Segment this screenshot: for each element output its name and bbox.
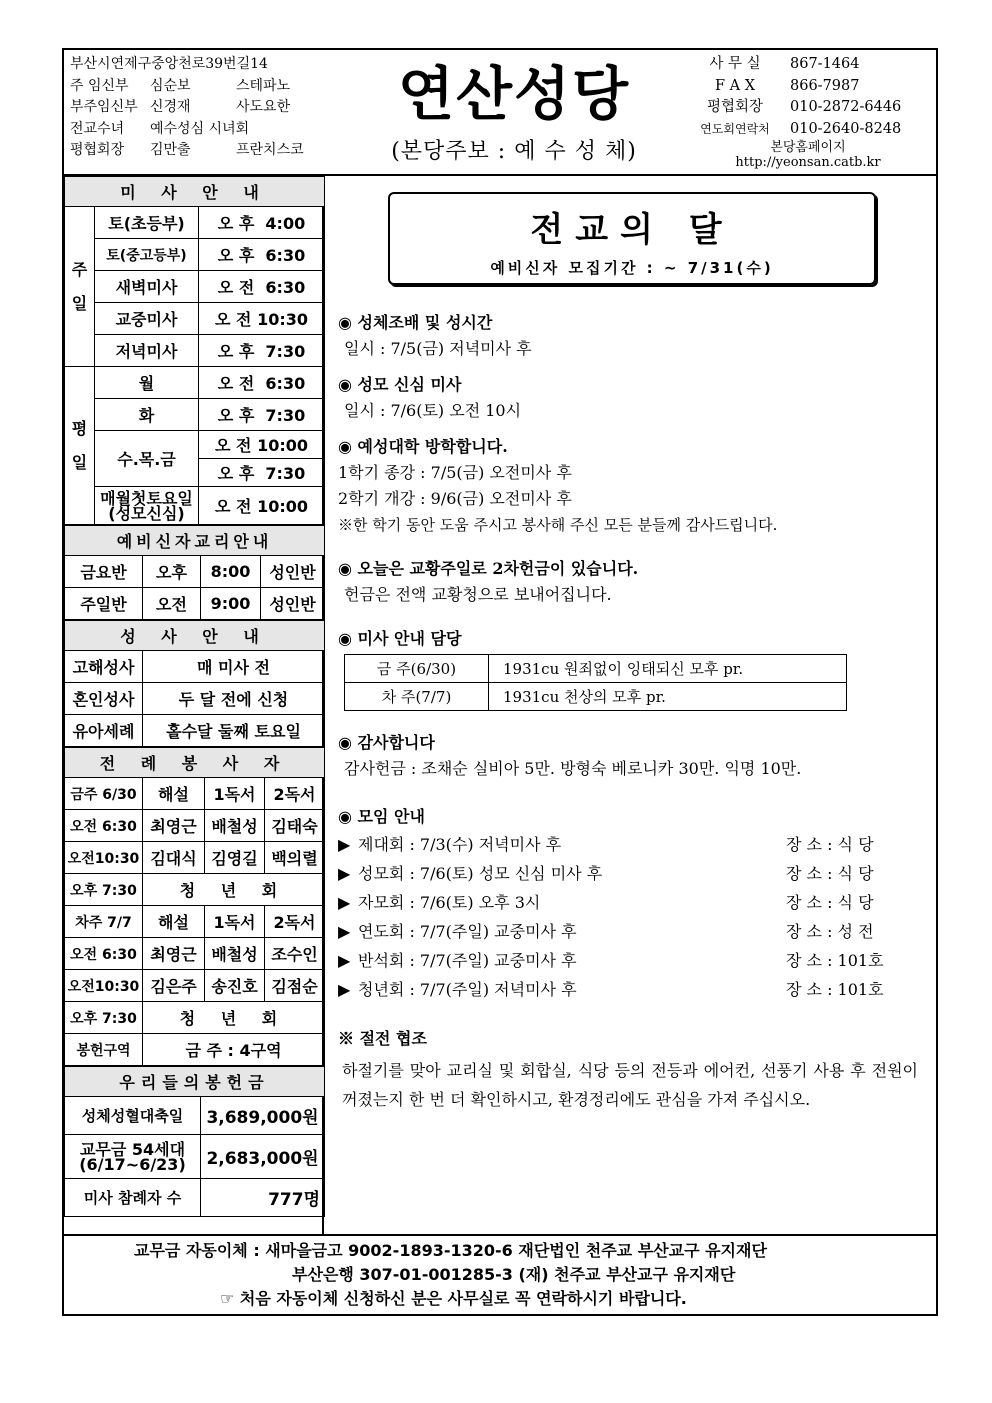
meeting-place: 장 소 : 식 당 — [786, 893, 874, 912]
server-cell: 1독서 — [205, 906, 265, 938]
contact-value: 010-2872-6446 — [790, 99, 902, 115]
sunday-label: 주일 — [65, 207, 95, 367]
staff-row — [70, 140, 326, 162]
sacrament-info: 두 달 전에 신청 — [143, 683, 325, 715]
servers-table — [64, 747, 325, 1066]
bulletin-page — [62, 48, 938, 1316]
mass-name: 저녁미사 — [95, 335, 199, 367]
sacrament-info: 매 미사 전 — [143, 651, 325, 683]
mass-name: 새벽미사 — [95, 271, 199, 303]
staff-title: 사도요한 — [236, 99, 291, 115]
staff-role: 전교수녀 — [70, 120, 125, 137]
homepage-link[interactable]: http://yeonsan.catb.kr — [735, 155, 881, 170]
mass-time: 오 전 10:30 — [199, 303, 325, 335]
notice-title: ◉ 성체조배 및 성시간 — [338, 313, 493, 332]
bullet-arrow-icon: ▶ — [338, 980, 351, 999]
contact-label: 사 무 실 — [709, 56, 761, 72]
staff-title: 스테파노 — [236, 77, 291, 94]
offering-area-label: 봉헌구역 — [65, 1034, 143, 1066]
server-cell: 송진호 — [205, 970, 265, 1002]
mass-time: 오 전 10:00 — [199, 431, 325, 459]
contact-label: 평협회장 — [706, 99, 764, 115]
duty-group: 1931cu 원죄없이 잉태되신 모후 pr. — [489, 655, 847, 683]
server-cell: 오후 7:30 — [65, 874, 143, 906]
duty-week: 금 주(6/30) — [345, 655, 489, 683]
server-cell: 해설 — [143, 778, 205, 810]
right-column — [326, 176, 936, 1234]
masthead — [344, 50, 684, 165]
meeting-item — [338, 888, 928, 917]
banner-title: 전교의 달 — [530, 210, 734, 250]
staff-name: 예수성심 시녀회 — [150, 120, 250, 137]
notice-energy — [338, 1026, 928, 1114]
servers-title: 전 례 봉 사 자 — [65, 748, 325, 778]
server-cell: 오전10:30 — [65, 842, 143, 874]
header — [64, 50, 936, 176]
offering-name: 교무금 54세대 (6/17~6/23) — [65, 1135, 201, 1179]
notice-line: 헌금은 전액 교황청으로 보내어집니다. — [344, 585, 612, 604]
class-cell: 주일반 — [65, 588, 143, 620]
notice-title: ※ 절전 협조 — [338, 1029, 427, 1048]
meeting-text: 청년회 : 7/7(주일) 저녁미사 후 — [358, 980, 577, 999]
bullet-arrow-icon: ▶ — [338, 893, 351, 912]
mass-name: 매월첫토요일 (성모신심) — [95, 487, 199, 525]
footer-line: ☞ 처음 자동이체 신청하신 분은 사무실로 꼭 연락하시기 바랍니다. — [220, 1289, 687, 1308]
mass-time: 오 후 7:30 — [199, 399, 325, 431]
offering-name: 미사 참례자 수 — [65, 1179, 201, 1217]
notice-adoration — [338, 310, 928, 362]
server-cell: 차주 7/7 — [65, 906, 143, 938]
contact-row — [680, 54, 936, 76]
mass-duty-table — [344, 654, 847, 711]
meeting-text: 연도회 : 7/7(주일) 교중미사 후 — [358, 922, 577, 941]
duty-group: 1931cu 천상의 모후 pr. — [489, 683, 847, 711]
notice-thanks — [338, 730, 928, 782]
parish-title: 연산성당 — [397, 60, 631, 128]
mass-time: 오 후 4:00 — [199, 207, 325, 239]
offerings-title: 우리들의봉헌금 — [65, 1067, 325, 1097]
sacraments-table — [64, 620, 325, 747]
notice-line: ※한 학기 동안 도움 주시고 봉사해 주신 모든 분들께 감사드립니다. — [338, 516, 778, 534]
offering-area: 금 주 : 4구역 — [143, 1034, 325, 1066]
offerings-table — [64, 1066, 325, 1217]
server-cell: 금주 6/30 — [65, 778, 143, 810]
meeting-item — [338, 830, 928, 859]
meeting-item — [338, 946, 928, 975]
server-cell: 김은주 — [143, 970, 205, 1002]
meeting-place: 장 소 : 성 전 — [786, 922, 874, 941]
server-cell: 오후 7:30 — [65, 1002, 143, 1034]
notice-collection — [338, 556, 928, 608]
left-column — [64, 176, 324, 1234]
server-cell: 최영근 — [143, 810, 205, 842]
notice-title: ◉ 예성대학 방학합니다. — [338, 437, 508, 456]
notice-line: 2학기 개강 : 9/6(금) 오전미사 후 — [338, 489, 572, 508]
server-cell: 오전10:30 — [65, 970, 143, 1002]
server-cell: 청 년 회 — [143, 1002, 325, 1034]
server-cell: 배철성 — [205, 938, 265, 970]
bulletin-subtitle: (본당주보 : 예 수 성 체) — [391, 139, 637, 164]
offering-name: 성체성혈대축일 — [65, 1097, 201, 1135]
notice-paragraph: 하절기를 맞아 교리실 및 회합실, 식당 등의 전등과 에어컨, 선풍기 사용 후 전원이 꺼졌는지 한 번 더 확인하시고, 환경정리에도 관심을 가져 주십시오. — [342, 1061, 918, 1109]
staff-role: 평협회장 — [70, 142, 125, 158]
meeting-text: 자모회 : 7/6(토) 오후 3시 — [358, 893, 541, 912]
staff-name: 심순보 — [150, 77, 191, 94]
footer-line: 부산은행 307-01-001285-3 (재) 천주교 부산교구 유지재단 — [292, 1265, 736, 1284]
notice-title: ◉ 감사합니다 — [338, 733, 435, 752]
notice-line: 일시 : 7/6(토) 오전 10시 — [344, 401, 522, 420]
bullet-arrow-icon: ▶ — [338, 864, 351, 883]
meeting-place: 장 소 : 101호 — [786, 951, 884, 970]
mass-name: 화 — [95, 399, 199, 431]
contact-row — [680, 76, 936, 98]
server-cell: 오전 6:30 — [65, 810, 143, 842]
notice-college — [338, 434, 928, 538]
notice-marian — [338, 372, 928, 424]
class-cell: 금요반 — [65, 556, 143, 588]
server-cell: 최영근 — [143, 938, 205, 970]
mass-time: 오 전 6:30 — [199, 367, 325, 399]
mass-name: 토(초등부) — [95, 207, 199, 239]
staff-name: 신경재 — [150, 99, 191, 115]
mass-name: 월 — [95, 367, 199, 399]
staff-row — [70, 76, 326, 98]
sacrament-name: 유아세례 — [65, 715, 143, 747]
contact-label: F A X — [714, 77, 756, 94]
server-cell: 배철성 — [205, 810, 265, 842]
notice-line: 1학기 종강 : 7/5(금) 오전미사 후 — [338, 463, 572, 482]
class-cell: 성인반 — [261, 588, 325, 620]
address: 부산시연제구중앙천로39번길14 — [70, 56, 268, 72]
offering-amount: 777명 — [201, 1179, 325, 1217]
meeting-text: 반석회 : 7/7(주일) 교중미사 후 — [358, 951, 577, 970]
staff-role: 부주임신부 — [70, 99, 138, 115]
server-cell: 1독서 — [205, 778, 265, 810]
homepage-label: 본당홈페이지 — [770, 140, 846, 155]
contact-row — [680, 119, 936, 141]
mass-time: 오 전 10:00 — [199, 487, 325, 525]
meeting-item — [338, 917, 928, 946]
mass-name: 토(중고등부) — [95, 239, 199, 271]
server-cell: 2독서 — [265, 778, 325, 810]
notice-line: 감사헌금 : 조채순 실비아 5만. 방형숙 베로니카 30만. 익명 10만. — [344, 759, 802, 778]
notice-title: ◉ 모임 안내 — [338, 807, 425, 826]
mass-time: 오 후 7:30 — [199, 459, 325, 487]
duty-week: 차 주(7/7) — [345, 683, 489, 711]
server-cell: 김태숙 — [265, 810, 325, 842]
notice-title: ◉ 미사 안내 담당 — [338, 629, 462, 648]
contact-label: 연도회연락처 — [700, 121, 770, 136]
server-cell: 백의렬 — [265, 842, 325, 874]
server-cell: 청 년 회 — [143, 874, 325, 906]
meeting-place: 장 소 : 식 당 — [786, 835, 874, 854]
meeting-item — [338, 859, 928, 888]
bullet-arrow-icon: ▶ — [338, 922, 351, 941]
contact-value: 010-2640-8248 — [790, 120, 902, 137]
notice-title: ◉ 오늘은 교황주일로 2차헌금이 있습니다. — [338, 559, 639, 578]
contact-row — [680, 97, 936, 119]
meeting-place: 장 소 : 식 당 — [786, 864, 874, 883]
staff-role: 주 임신부 — [70, 77, 129, 94]
sacraments-title: 성 사 안 내 — [65, 621, 325, 651]
server-cell: 해설 — [143, 906, 205, 938]
mass-schedule-table — [64, 176, 325, 525]
sacrament-name: 혼인성사 — [65, 683, 143, 715]
notice-line: 일시 : 7/5(금) 저녁미사 후 — [344, 339, 532, 358]
catechumen-table — [64, 525, 325, 620]
server-cell: 김대식 — [143, 842, 205, 874]
bullet-arrow-icon: ▶ — [338, 951, 351, 970]
server-cell: 조수인 — [265, 938, 325, 970]
mass-time: 오 후 6:30 — [199, 239, 325, 271]
staff-row — [70, 97, 326, 119]
sacrament-info: 홀수달 둘째 토요일 — [143, 715, 325, 747]
contact-value: 866-7987 — [790, 77, 860, 94]
meeting-place: 장 소 : 101호 — [786, 980, 884, 999]
offering-amount: 3,689,000원 — [201, 1097, 325, 1135]
meeting-text: 성모회 : 7/6(토) 성모 신심 미사 후 — [358, 864, 603, 883]
mass-time: 오 전 6:30 — [199, 271, 325, 303]
footer — [64, 1234, 936, 1314]
sacrament-name: 고해성사 — [65, 651, 143, 683]
server-cell: 김점순 — [265, 970, 325, 1002]
staff-name: 김만출 — [150, 142, 191, 158]
server-cell: 2독서 — [265, 906, 325, 938]
footer-line: 교무금 자동이체 : 새마을금고 9002-1893-1320-6 재단법인 천주교 부산교구 유지재단 — [134, 1241, 767, 1260]
class-cell: 성인반 — [261, 556, 325, 588]
offering-amount: 2,683,000원 — [201, 1135, 325, 1179]
mass-name: 수.목.금 — [95, 431, 199, 487]
mass-name: 교중미사 — [95, 303, 199, 335]
class-cell: 오전 — [143, 588, 201, 620]
catechumen-title: 예비신자교리안내 — [65, 526, 325, 556]
notice-title: ◉ 성모 신심 미사 — [338, 375, 462, 394]
staff-title: 프란치스코 — [236, 142, 304, 158]
meeting-text: 제대회 : 7/3(수) 저녁미사 후 — [358, 835, 562, 854]
class-cell: 오후 — [143, 556, 201, 588]
banner-subtitle: 예비신자 모집기간 : ~ 7/31(수) — [490, 259, 774, 277]
notice-mass-duty — [338, 626, 928, 711]
staff-row — [70, 119, 326, 141]
parish-info — [70, 54, 326, 162]
meeting-item — [338, 975, 928, 1004]
mass-time: 오 후 7:30 — [199, 335, 325, 367]
server-cell: 오전 6:30 — [65, 938, 143, 970]
mass-title: 미 사 안 내 — [65, 177, 325, 207]
contact-value: 867-1464 — [790, 56, 860, 72]
bullet-arrow-icon: ▶ — [338, 835, 351, 854]
notice-meetings — [338, 804, 928, 1004]
mission-banner — [388, 192, 876, 285]
class-cell: 9:00 — [201, 588, 261, 620]
class-cell: 8:00 — [201, 556, 261, 588]
weekday-label: 평일 — [65, 367, 95, 525]
contact-info — [680, 54, 936, 170]
server-cell: 김영길 — [205, 842, 265, 874]
